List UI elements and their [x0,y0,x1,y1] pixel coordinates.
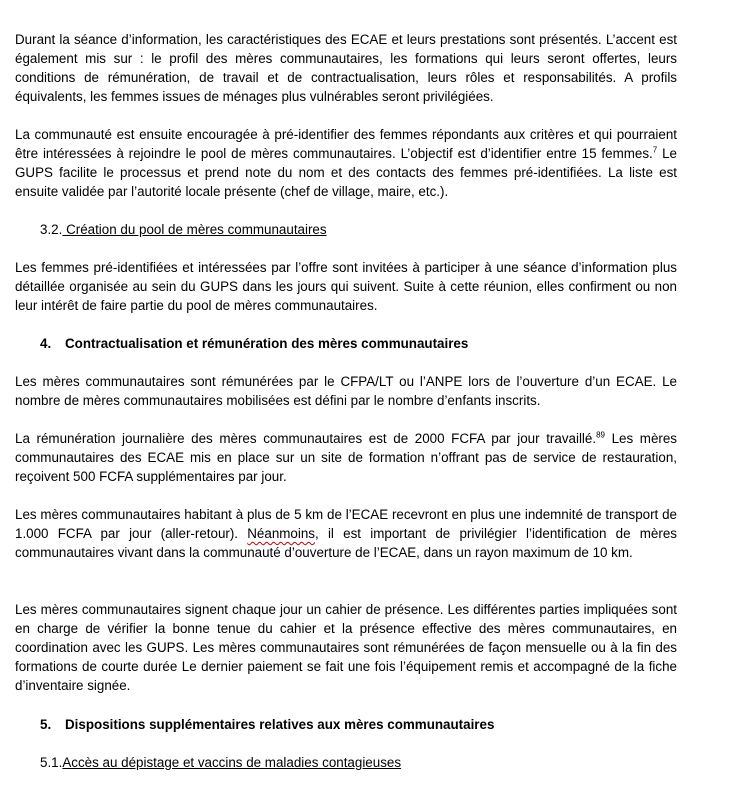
heading-5 [40,715,494,734]
paragraph-detailed-session [15,258,677,315]
paragraph-text: Durant la séance d’information, les caractéristiques des ECAE et leurs prestations sont présentés. L’accent est également mis sur : le profil des mères communautaires, les formations qui leurs seront offertes, leurs conditions de rémunération, de travail et de contractualisation, leurs rôles et responsabilités. A profils équivalents, les femmes issues de ménages plus vulnérables seront privilégiées. [15,32,677,104]
footnote-ref-89[interactable]: 89 [596,430,605,440]
heading-number: 5.1. [40,755,63,770]
paragraph-remuneration-source [15,372,677,410]
paragraph-text: La rémunération journalière des mères communautaires est de 2000 FCFA par jour travaillé. [15,431,597,446]
paragraph-text: Les mères communautaires signent chaque jour un cahier de présence. Les différentes parties impliquées sont en charge de vérifier la bonne tenue du cahier et la présence effective des mères communautaires, en coordination avec les GUPS. Les mères communautaires sont rémunérées de façon mensuelle ou à la fin des formations de courte durée Le dernier paiement se fait une fois l’équipement remis et accompagné de la fiche d’inventaire signée. [15,602,677,693]
heading-title: Accès au dépistage et vaccins de maladies contagieuses [62,755,402,770]
paragraph-text: Les mères communautaires habitant à plus de 5 km de l’ECAE recevront en plus une indemnité de transport de 1.000 FCFA par jour (aller-retour). [15,507,677,541]
footnote-ref-7[interactable]: 7 [652,145,658,155]
paragraph-text: Les mères communautaires sont rémunérées par le CFPA/LT ou l’ANPE lors de l’ouverture d’un ECAE. Le nombre de mères communautaires mobilisées est défini par le nombre d’enfants inscrits. [15,374,677,408]
spellcheck-flagged-word[interactable]: Néanmoins [247,526,315,541]
heading-4 [40,334,468,353]
heading-number: 5. [40,717,52,732]
heading-number: 4. [40,336,52,351]
paragraph-pre-identification [15,125,677,201]
heading-3-2 [40,220,327,239]
paragraph-attendance [15,600,677,695]
paragraph-text: La communauté est ensuite encouragée à pré-identifier des femmes répondants aux critères et qui pourraient être intéressées à rejoindre le pool de mères communautaires. L’objectif est d’identifier entre 15 femmes. [15,127,677,161]
paragraph-daily-remuneration [15,429,677,486]
paragraph-information-session [15,30,677,106]
paragraph-text: , il est important de privilégier l’identification de mères communautaires vivant dans la communauté d’ouverture de l’ECAE, dans un rayon maximum de 10 km. [15,526,677,560]
paragraph-text: Les femmes pré-identifiées et intéressées par l’offre sont invitées à participer à une séance d’information plus détaillée organisée au sein du GUPS dans les jours qui suivent. Suite à cette réunion, elles confirment ou non leur intérêt de faire partie du pool de mères communautaires. [15,260,677,313]
heading-title: Contractualisation et rémunération des mères communautaires [65,336,469,351]
paragraph-text: Les mères communautaires des ECAE mis en place sur un site de formation n’offrant pas de service de restauration, reçoivent 500 FCFA supplémentaires par jour. [15,431,677,484]
paragraph-transport-allowance [15,505,677,562]
heading-title: Dispositions supplémentaires relatives aux mères communautaires [65,717,495,732]
paragraph-text: Le GUPS facilite le processus et prend note du nom et des contacts des femmes pré-identifiées. La liste est ensuite validée par l’autorité locale présente (chef de village, maire, etc.). [15,146,677,199]
heading-number: 3.2. [40,222,63,237]
heading-5-1 [40,753,401,772]
heading-title: Création du pool de mères communautaires [62,222,327,237]
